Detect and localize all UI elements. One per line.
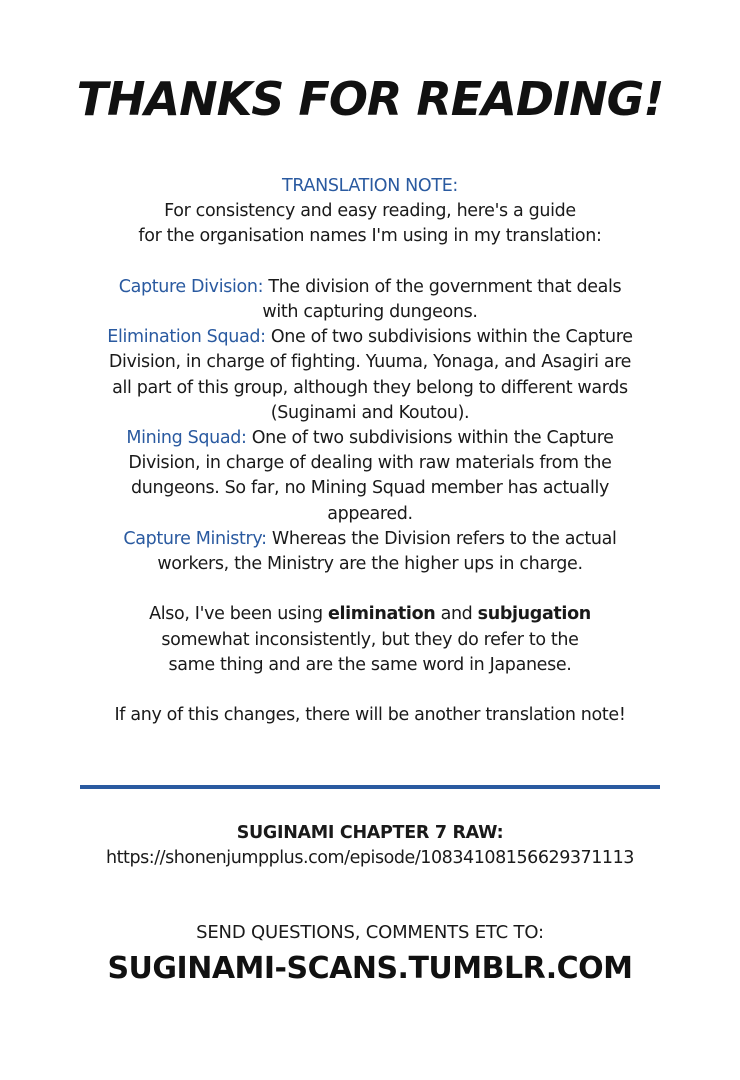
spacer bbox=[40, 678, 700, 703]
note-text: Also, I've been using bbox=[149, 604, 328, 625]
raw-source-heading: SUGINAMI CHAPTER 7 RAW: bbox=[236, 823, 504, 843]
term-description: dungeons. So far, no Mining Squad member has actually bbox=[130, 478, 610, 499]
term-description: (Suginami and Koutou). bbox=[270, 402, 470, 423]
term-entry-capture-ministry bbox=[40, 527, 700, 552]
term-label: Capture Division: bbox=[118, 276, 264, 297]
term-description: One of two subdivisions within the Capture bbox=[246, 428, 614, 449]
translation-note bbox=[40, 174, 700, 728]
term-description: The division of the government that deals bbox=[263, 276, 622, 297]
term-label: Mining Squad: bbox=[126, 428, 247, 449]
page-title: THANKS FOR READING! bbox=[76, 72, 664, 126]
note-text: same thing and are the same word in Japanese. bbox=[168, 654, 572, 675]
spacer bbox=[40, 577, 700, 602]
note-text: and bbox=[435, 604, 478, 625]
note-text: somewhat inconsistently, but they do refer to the bbox=[161, 629, 579, 650]
term-entry-elimination-squad bbox=[40, 325, 700, 350]
term-entry-capture-division bbox=[40, 275, 700, 300]
divider bbox=[80, 785, 660, 789]
contact-site-link[interactable]: SUGINAMI-SCANS.TUMBLR.COM bbox=[107, 951, 633, 986]
note-intro-line: for the organisation names I'm using in my translation: bbox=[138, 226, 602, 247]
term-label: Elimination Squad: bbox=[107, 327, 266, 348]
raw-source-link[interactable]: https://shonenjumpplus.com/episode/10834108156629371113 bbox=[106, 848, 634, 868]
terminology-note bbox=[40, 602, 700, 627]
term-description: with capturing dungeons. bbox=[262, 302, 478, 322]
highlighted-word: elimination bbox=[327, 604, 436, 625]
note-intro-line: For consistency and easy reading, here's a guide bbox=[164, 201, 576, 222]
term-description: Division, in charge of fighting. Yuuma, Yonaga, and Asagiri are bbox=[108, 352, 632, 373]
term-description: One of two subdivisions within the Capture bbox=[265, 327, 633, 348]
closing-note: If any of this changes, there will be another translation note! bbox=[114, 705, 626, 726]
term-description: Whereas the Division refers to the actual bbox=[266, 528, 617, 549]
term-label: Capture Ministry: bbox=[123, 528, 267, 549]
contact-heading: SEND QUESTIONS, COMMENTS ETC TO: bbox=[196, 922, 544, 943]
term-description: appeared. bbox=[327, 503, 413, 524]
term-description: Division, in charge of dealing with raw materials from the bbox=[128, 453, 612, 474]
term-entry-mining-squad bbox=[40, 426, 700, 451]
term-description: workers, the Ministry are the higher ups in charge. bbox=[157, 554, 583, 575]
term-description: all part of this group, although they belong to different wards bbox=[112, 377, 628, 398]
spacer bbox=[40, 250, 700, 275]
translation-note-heading: TRANSLATION NOTE: bbox=[282, 176, 458, 196]
highlighted-word: subjugation bbox=[477, 604, 591, 625]
